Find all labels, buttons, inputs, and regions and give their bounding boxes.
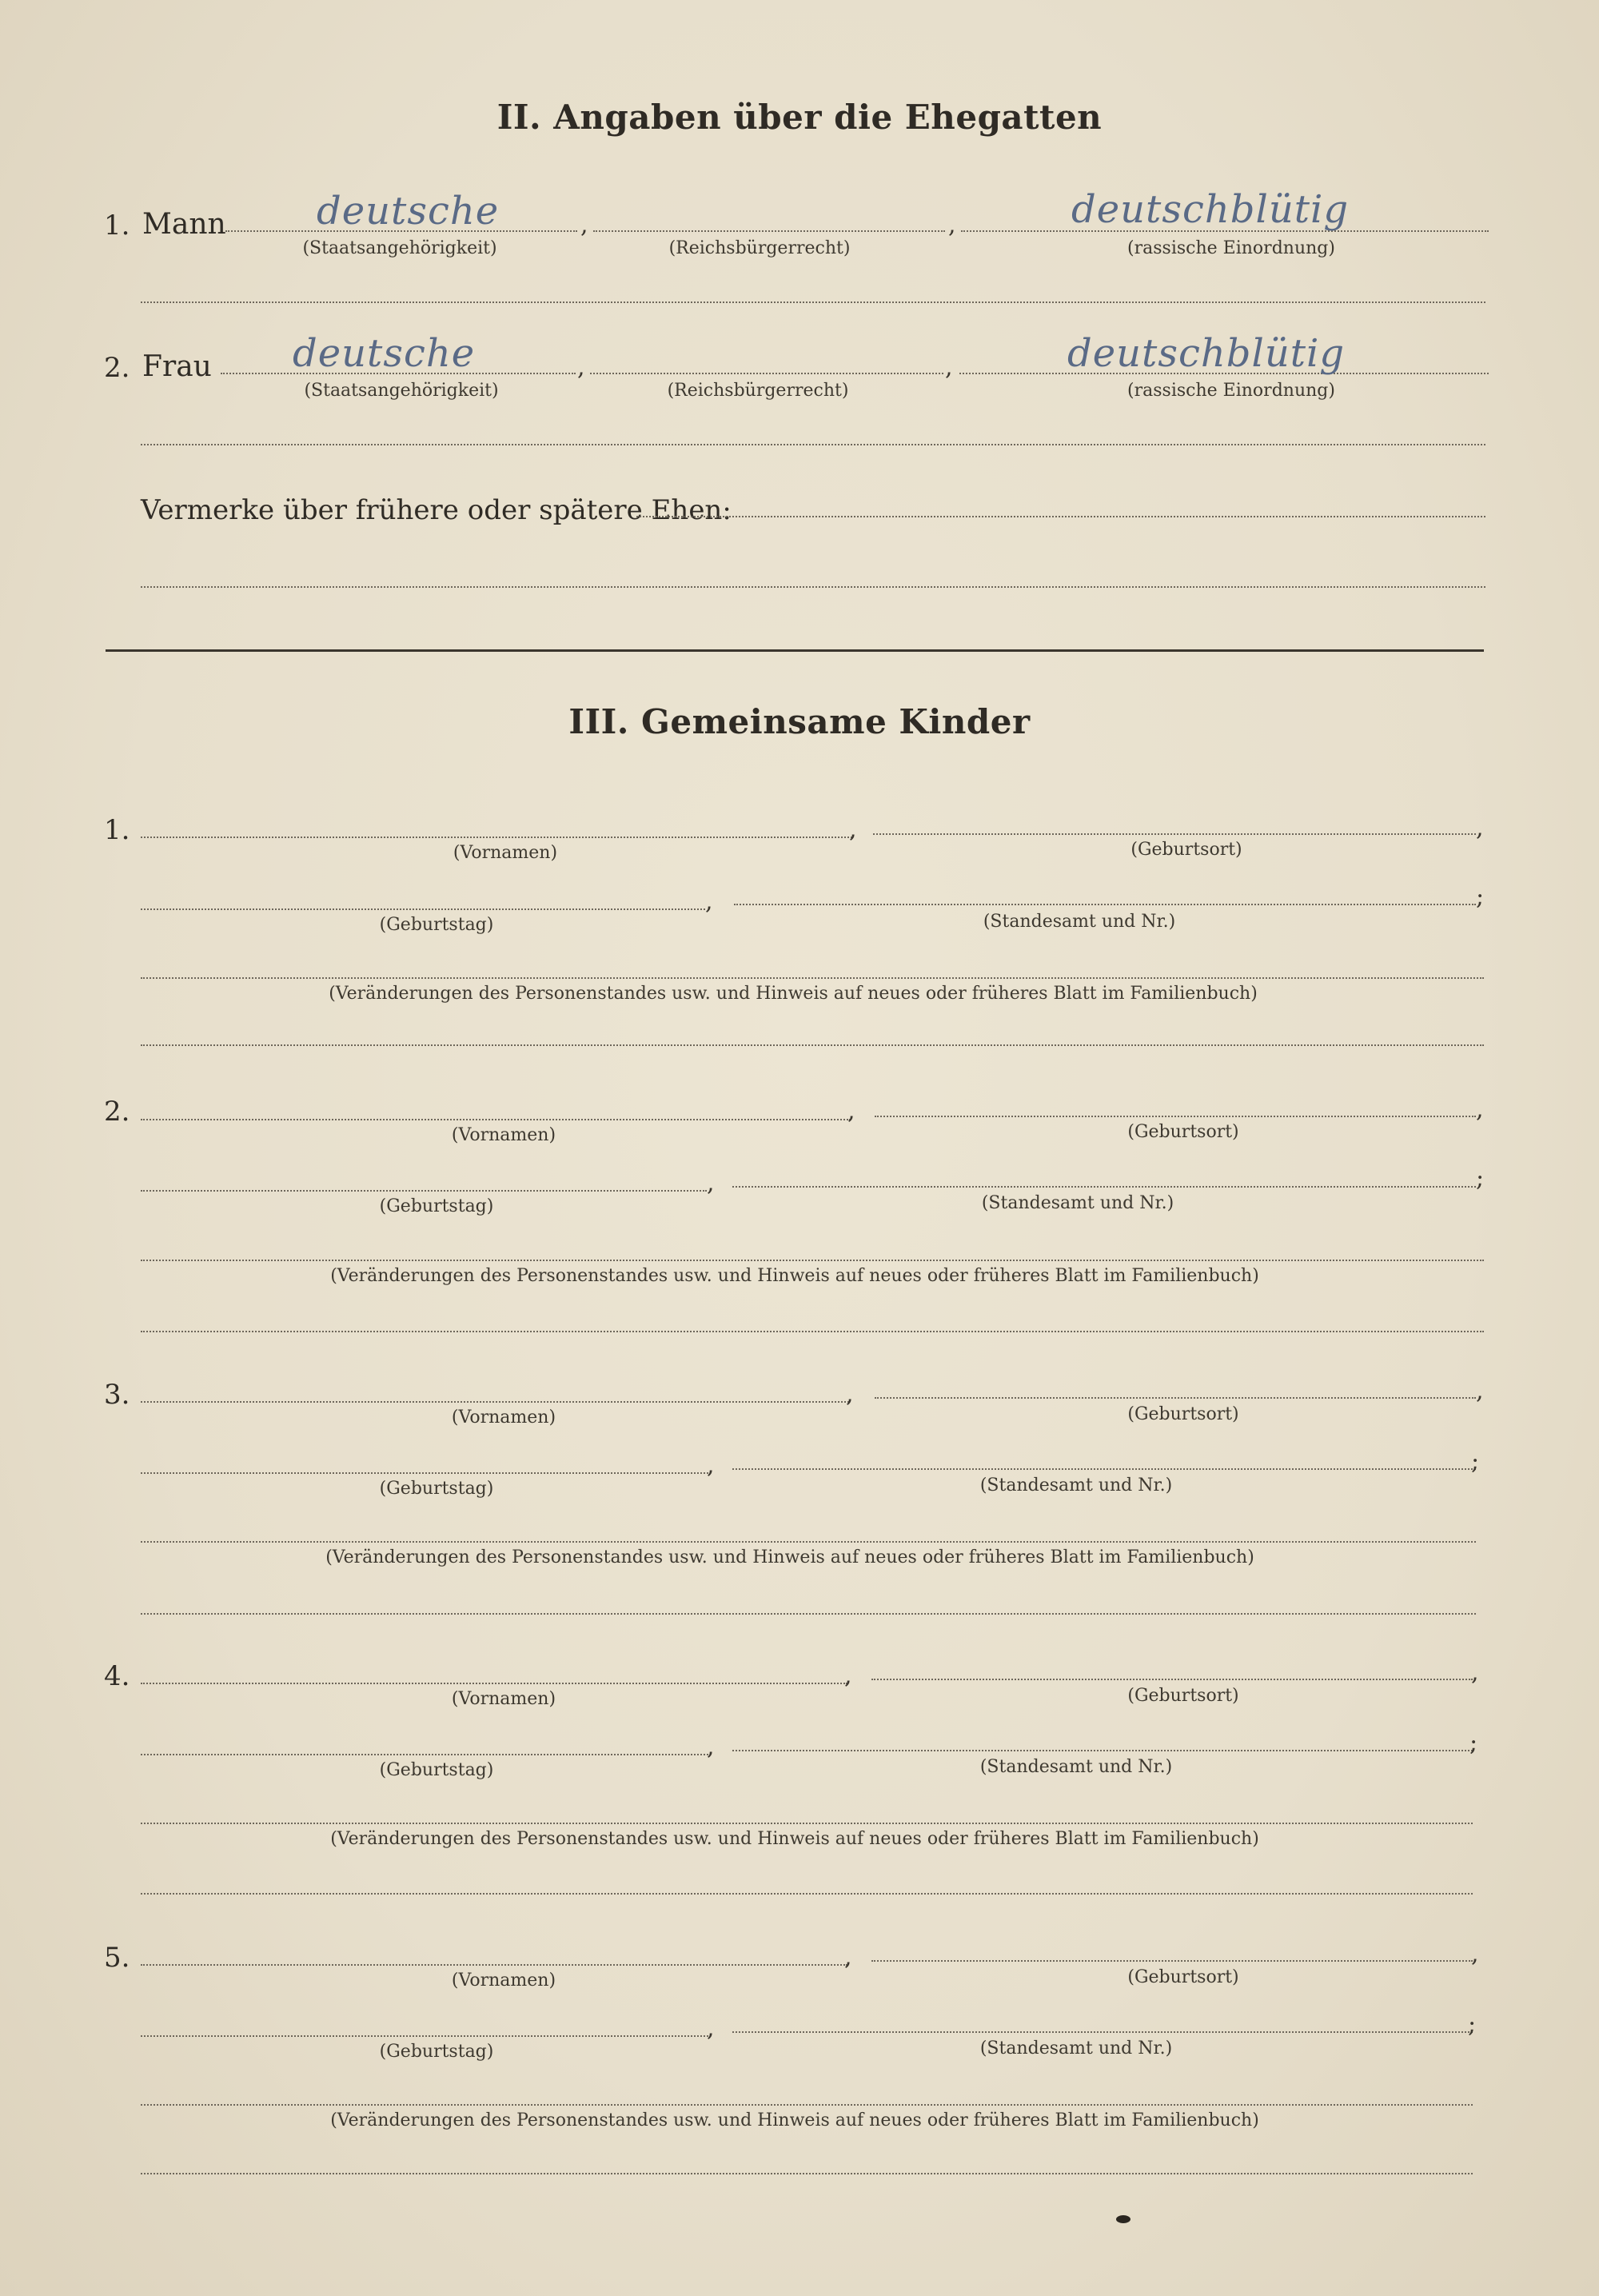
- caption-veraenderungen: (Veränderungen des Personenstandes usw. und Hinweis auf neues oder früheres Blatt im Familienbuch): [330, 1266, 1259, 1286]
- caption-vornamen: (Vornamen): [451, 1125, 556, 1145]
- child-1-veraenderungen-line[interactable]: [141, 977, 1484, 979]
- child-4-extra-line[interactable]: [141, 1893, 1473, 1895]
- comma: ,: [1471, 1659, 1479, 1687]
- comma: ,: [846, 1380, 854, 1408]
- child-1-extra-line[interactable]: [141, 1044, 1484, 1046]
- mann-staatsangehoerigkeit: deutsche: [317, 189, 500, 234]
- caption-veraenderungen: (Veränderungen des Personenstandes usw. und Hinweis auf neues oder früheres Blatt im Familienbuch): [325, 1547, 1254, 1567]
- child-5-extra-line[interactable]: [141, 2173, 1473, 2174]
- comma: ,: [847, 1097, 855, 1125]
- caption-veraenderungen: (Veränderungen des Personenstandes usw. und Hinweis auf neues oder früheres Blatt im Familienbuch): [330, 2110, 1259, 2130]
- frau-number: 2.: [104, 352, 130, 384]
- child-4-veraenderungen-line[interactable]: [141, 1823, 1473, 1824]
- child-2-extra-line[interactable]: [141, 1331, 1484, 1332]
- caption-vornamen: (Vornamen): [451, 1971, 556, 1991]
- mann-number: 1.: [104, 210, 130, 242]
- comma: ,: [844, 1662, 852, 1690]
- semicolon: ;: [1469, 1729, 1478, 1757]
- frau-rassische-einordnung: deutschblütig: [1067, 331, 1346, 376]
- caption-geburtsort: (Geburtsort): [1127, 1404, 1239, 1424]
- comma: ,: [945, 353, 953, 381]
- caption-geburtstag: (Geburtstag): [379, 2042, 494, 2062]
- vermerke-label: Vermerke über frühere oder spätere Ehen:: [141, 494, 732, 526]
- vermerke-line-1[interactable]: [636, 516, 1485, 517]
- caption-geburtstag: (Geburtstag): [379, 1479, 494, 1499]
- child-1-geburtsort-line[interactable]: [873, 833, 1476, 835]
- mann-label: Mann: [142, 208, 226, 241]
- caption-geburtsort: (Geburtsort): [1127, 1967, 1239, 1987]
- caption-vornamen: (Vornamen): [451, 1408, 556, 1428]
- comma: ,: [577, 353, 585, 381]
- child-3-veraenderungen-line[interactable]: [141, 1541, 1476, 1543]
- child-3-extra-line[interactable]: [141, 1613, 1476, 1615]
- child-5-geburtsort-line[interactable]: [871, 1960, 1473, 1962]
- comma: ,: [844, 1943, 852, 1971]
- mann-extra-line[interactable]: [141, 301, 1485, 303]
- caption-veraenderungen: (Veränderungen des Personenstandes usw. und Hinweis auf neues oder früheres Blatt im Familienbuch): [330, 1829, 1259, 1849]
- caption-staatsangehoerigkeit: (Staatsangehörigkeit): [304, 381, 499, 401]
- comma: ,: [705, 888, 713, 916]
- caption-veraenderungen: (Veränderungen des Personenstandes usw. und Hinweis auf neues oder früheres Blatt im Familienbuch): [329, 984, 1258, 1004]
- child-4-vornamen-line[interactable]: [141, 1683, 847, 1684]
- child-5-geburtstag-line[interactable]: [141, 2035, 708, 2037]
- child-2-vornamen-line[interactable]: [141, 1119, 851, 1120]
- child-1-geburtstag-line[interactable]: [141, 908, 705, 910]
- child-1-standesamt-line[interactable]: [734, 904, 1476, 905]
- child-2-veraenderungen-line[interactable]: [141, 1260, 1484, 1261]
- caption-staatsangehoerigkeit: (Staatsangehörigkeit): [302, 238, 497, 258]
- section-2-title: II. Angaben über die Ehegatten: [496, 98, 1103, 137]
- semicolon: ;: [1468, 2010, 1477, 2038]
- caption-geburtsort: (Geburtsort): [1130, 840, 1242, 860]
- child-4-geburtsort-line[interactable]: [871, 1679, 1473, 1680]
- child-3-number: 3.: [104, 1379, 130, 1411]
- semicolon: ;: [1476, 883, 1485, 911]
- child-5-vornamen-line[interactable]: [141, 1964, 847, 1966]
- child-5-veraenderungen-line[interactable]: [141, 2104, 1473, 2106]
- frau-extra-line[interactable]: [141, 444, 1485, 445]
- comma: ,: [948, 211, 956, 239]
- semicolon: ;: [1476, 1164, 1485, 1192]
- comma: ,: [1471, 1940, 1479, 1968]
- child-2-geburtstag-line[interactable]: [141, 1190, 707, 1192]
- vermerke-line-2[interactable]: [141, 586, 1485, 588]
- comma: ,: [1476, 814, 1484, 842]
- child-5-standesamt-line[interactable]: [732, 2031, 1473, 2033]
- section-3-title: III. Gemeinsame Kinder: [568, 702, 1031, 741]
- child-2-geburtsort-line[interactable]: [875, 1116, 1476, 1117]
- caption-standesamt: (Standesamt und Nr.): [981, 1193, 1174, 1213]
- child-5-number: 5.: [104, 1942, 130, 1974]
- semicolon: ;: [1471, 1447, 1480, 1475]
- caption-standesamt: (Standesamt und Nr.): [983, 912, 1176, 932]
- child-3-geburtstag-line[interactable]: [141, 1472, 708, 1474]
- frau-staatsangehoerigkeit: deutsche: [293, 331, 476, 376]
- caption-reichsbuergerrecht: (Reichsbürgerrecht): [668, 238, 851, 258]
- child-2-standesamt-line[interactable]: [732, 1186, 1476, 1188]
- caption-rassische-einordnung: (rassische Einordnung): [1127, 238, 1335, 258]
- caption-geburtstag: (Geburtstag): [379, 1760, 494, 1780]
- child-1-number: 1.: [104, 814, 130, 846]
- caption-vornamen: (Vornamen): [453, 843, 558, 863]
- comma: ,: [707, 1733, 715, 1761]
- comma: ,: [580, 211, 588, 239]
- child-4-standesamt-line[interactable]: [732, 1750, 1473, 1751]
- comma: ,: [1476, 1377, 1484, 1405]
- frau-reich-line[interactable]: [590, 373, 943, 374]
- frau-label: Frau: [142, 350, 212, 383]
- ink-smudge: [1116, 2215, 1130, 2223]
- mann-rassische-einordnung: deutschblütig: [1071, 187, 1350, 232]
- comma: ,: [707, 2014, 715, 2042]
- caption-standesamt: (Standesamt und Nr.): [979, 1757, 1173, 1777]
- child-3-vornamen-line[interactable]: [141, 1401, 849, 1403]
- child-1-vornamen-line[interactable]: [141, 837, 852, 838]
- comma: ,: [849, 816, 857, 844]
- comma: ,: [1476, 1096, 1484, 1124]
- section-divider: [106, 649, 1484, 652]
- comma: ,: [707, 1169, 715, 1197]
- caption-geburtstag: (Geburtstag): [379, 915, 494, 935]
- child-3-standesamt-line[interactable]: [732, 1468, 1476, 1470]
- child-2-number: 2.: [104, 1096, 130, 1128]
- caption-reichsbuergerrecht: (Reichsbürgerrecht): [667, 381, 849, 401]
- child-3-geburtsort-line[interactable]: [875, 1397, 1476, 1399]
- child-4-number: 4.: [104, 1660, 130, 1692]
- mann-reich-line[interactable]: [593, 230, 945, 232]
- comma: ,: [707, 1451, 715, 1479]
- caption-rassische-einordnung: (rassische Einordnung): [1127, 381, 1335, 401]
- caption-standesamt: (Standesamt und Nr.): [979, 2038, 1173, 2058]
- caption-geburtsort: (Geburtsort): [1127, 1686, 1239, 1706]
- caption-geburtstag: (Geburtstag): [379, 1196, 494, 1216]
- caption-geburtsort: (Geburtsort): [1127, 1122, 1239, 1142]
- caption-standesamt: (Standesamt und Nr.): [979, 1475, 1173, 1495]
- caption-vornamen: (Vornamen): [451, 1689, 556, 1709]
- child-4-geburtstag-line[interactable]: [141, 1754, 708, 1755]
